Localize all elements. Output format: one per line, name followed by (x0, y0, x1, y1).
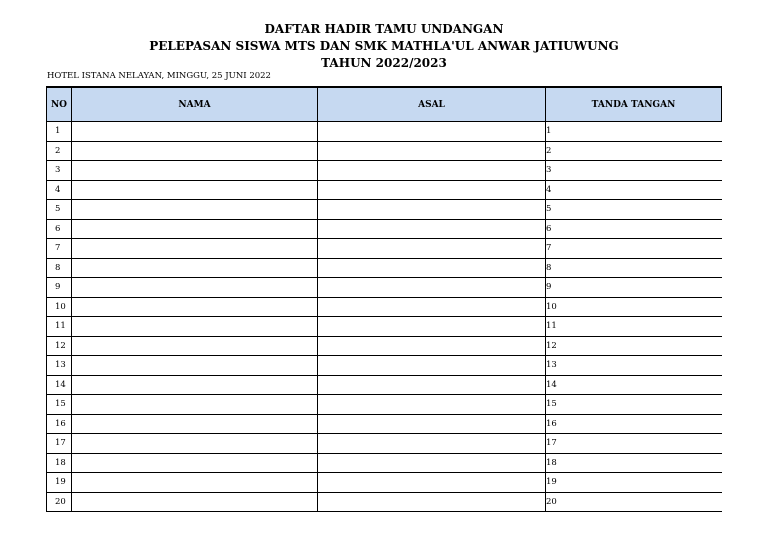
table-row (47, 239, 722, 259)
nama-cell[interactable] (72, 180, 318, 200)
tanda-tangan-cell[interactable]: 4 (546, 180, 722, 200)
row-number-cell: 14 (47, 375, 72, 395)
row-number-cell: 19 (47, 473, 72, 493)
table-row (47, 317, 722, 337)
asal-cell[interactable] (318, 492, 546, 512)
table-row (47, 141, 722, 161)
nama-cell[interactable] (72, 317, 318, 337)
row-number-cell: 10 (47, 297, 72, 317)
row-number-cell: 16 (47, 414, 72, 434)
asal-cell[interactable] (318, 453, 546, 473)
row-number-cell: 4 (47, 180, 72, 200)
nama-cell[interactable] (72, 278, 318, 298)
table-row (47, 473, 722, 493)
row-number-cell: 5 (47, 200, 72, 220)
row-number-cell: 9 (47, 278, 72, 298)
nama-cell[interactable] (72, 219, 318, 239)
row-number-cell: 3 (47, 161, 72, 181)
nama-cell[interactable] (72, 453, 318, 473)
document-title-block (0, 21, 768, 72)
nama-cell[interactable] (72, 200, 318, 220)
nama-cell[interactable] (72, 258, 318, 278)
asal-cell[interactable] (318, 434, 546, 454)
table-row (47, 278, 722, 298)
nama-cell[interactable] (72, 297, 318, 317)
table-row (47, 258, 722, 278)
asal-cell[interactable] (318, 200, 546, 220)
asal-cell[interactable] (318, 297, 546, 317)
tanda-tangan-cell[interactable]: 1 (546, 122, 722, 142)
table-row (47, 453, 722, 473)
asal-cell[interactable] (318, 122, 546, 142)
tanda-tangan-cell[interactable]: 11 (546, 317, 722, 337)
table-row (47, 122, 722, 142)
tanda-tangan-cell[interactable]: 12 (546, 336, 722, 356)
tanda-tangan-cell[interactable]: 7 (546, 239, 722, 259)
tanda-tangan-cell[interactable]: 6 (546, 219, 722, 239)
title-line-3: TAHUN 2022/2023 (321, 56, 447, 70)
row-number-cell: 7 (47, 239, 72, 259)
nama-cell[interactable] (72, 414, 318, 434)
tanda-tangan-cell[interactable]: 3 (546, 161, 722, 181)
table-row (47, 375, 722, 395)
tanda-tangan-cell[interactable]: 18 (546, 453, 722, 473)
attendance-table (46, 86, 722, 512)
tanda-tangan-cell[interactable]: 9 (546, 278, 722, 298)
row-number-cell: 11 (47, 317, 72, 337)
table-row (47, 492, 722, 512)
column-header-tanda-tangan: TANDA TANGAN (546, 87, 722, 122)
table-row (47, 395, 722, 415)
row-number-cell: 2 (47, 141, 72, 161)
table-row (47, 180, 722, 200)
tanda-tangan-cell[interactable]: 19 (546, 473, 722, 493)
asal-cell[interactable] (318, 258, 546, 278)
table-row (47, 297, 722, 317)
nama-cell[interactable] (72, 492, 318, 512)
nama-cell[interactable] (72, 375, 318, 395)
asal-cell[interactable] (318, 336, 546, 356)
nama-cell[interactable] (72, 395, 318, 415)
table-row (47, 434, 722, 454)
nama-cell[interactable] (72, 434, 318, 454)
asal-cell[interactable] (318, 473, 546, 493)
asal-cell[interactable] (318, 219, 546, 239)
tanda-tangan-cell[interactable]: 16 (546, 414, 722, 434)
tanda-tangan-cell[interactable]: 17 (546, 434, 722, 454)
asal-cell[interactable] (318, 141, 546, 161)
row-number-cell: 20 (47, 492, 72, 512)
title-line-2: PELEPASAN SISWA MTS DAN SMK MATHLA'UL ANWAR JATIUWUNG (149, 39, 619, 53)
nama-cell[interactable] (72, 161, 318, 181)
tanda-tangan-cell[interactable]: 10 (546, 297, 722, 317)
row-number-cell: 6 (47, 219, 72, 239)
asal-cell[interactable] (318, 278, 546, 298)
asal-cell[interactable] (318, 180, 546, 200)
table-header-row (47, 87, 722, 122)
tanda-tangan-cell[interactable]: 15 (546, 395, 722, 415)
column-header-nama: NAMA (72, 87, 318, 122)
asal-cell[interactable] (318, 395, 546, 415)
tanda-tangan-cell[interactable]: 14 (546, 375, 722, 395)
tanda-tangan-cell[interactable]: 13 (546, 356, 722, 376)
row-number-cell: 18 (47, 453, 72, 473)
nama-cell[interactable] (72, 356, 318, 376)
nama-cell[interactable] (72, 336, 318, 356)
tanda-tangan-cell[interactable]: 5 (546, 200, 722, 220)
location-date: HOTEL ISTANA NELAYAN, MINGGU, 25 JUNI 2022 (47, 71, 271, 81)
title-line-1: DAFTAR HADIR TAMU UNDANGAN (264, 22, 504, 36)
tanda-tangan-cell[interactable]: 8 (546, 258, 722, 278)
asal-cell[interactable] (318, 414, 546, 434)
table-row (47, 414, 722, 434)
asal-cell[interactable] (318, 161, 546, 181)
row-number-cell: 12 (47, 336, 72, 356)
table-row (47, 200, 722, 220)
row-number-cell: 8 (47, 258, 72, 278)
tanda-tangan-cell[interactable]: 20 (546, 492, 722, 512)
asal-cell[interactable] (318, 356, 546, 376)
table-row (47, 356, 722, 376)
table-row (47, 161, 722, 181)
nama-cell[interactable] (72, 473, 318, 493)
row-number-cell: 1 (47, 122, 72, 142)
table-row (47, 219, 722, 239)
asal-cell[interactable] (318, 375, 546, 395)
asal-cell[interactable] (318, 317, 546, 337)
nama-cell[interactable] (72, 141, 318, 161)
nama-cell[interactable] (72, 239, 318, 259)
asal-cell[interactable] (318, 239, 546, 259)
tanda-tangan-cell[interactable]: 2 (546, 141, 722, 161)
row-number-cell: 13 (47, 356, 72, 376)
column-header-asal: ASAL (318, 87, 546, 122)
row-number-cell: 17 (47, 434, 72, 454)
table-row (47, 336, 722, 356)
row-number-cell: 15 (47, 395, 72, 415)
column-header-no: NO (47, 87, 72, 122)
nama-cell[interactable] (72, 122, 318, 142)
